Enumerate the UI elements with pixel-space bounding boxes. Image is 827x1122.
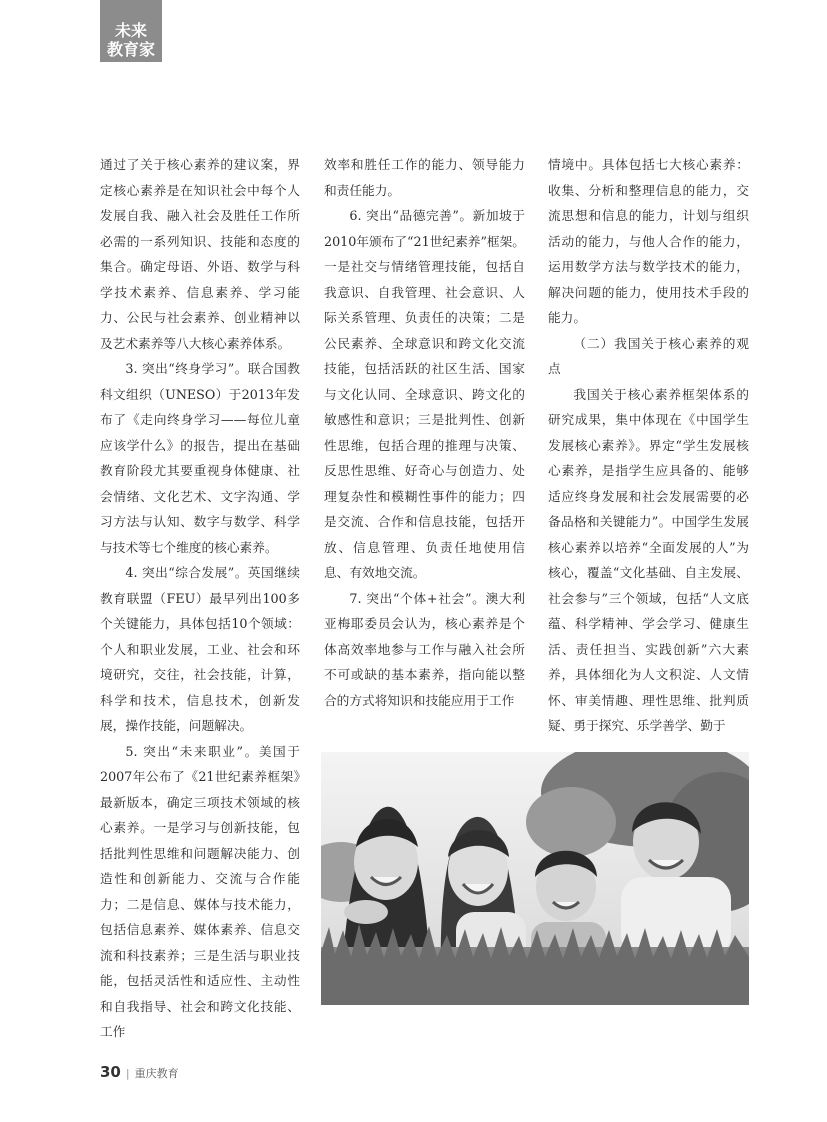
paragraph: 情境中。具体包括七大核心素养：收集、分析和整理信息的能力，交流思想和信息的能力，计划与组织活动的能力，与他人合作的能力，运用数学方法与数学技术的能力，解决问题的能力，使用技术手段的能力。 <box>548 157 749 325</box>
page-footer <box>100 1063 179 1081</box>
footer-separator: | <box>125 1067 130 1080</box>
magazine-column-logo <box>100 0 162 62</box>
paragraph: 3. 突出“终身学习”。联合国教科文组织（UNESO）于2013年发布了《走向终身学习——每位儿童应该学什么》的报告，提出在基础教育阶段尤其要重视身体健康、社会情绪、文化艺术、文字沟通、学习方法与认知、数字与数学、科学与技术等七个维度的核心素养。 <box>100 361 300 555</box>
text-column-2 <box>324 152 525 713</box>
paragraph: 通过了关于核心素养的建议案，界定核心素养是在知识社会中每个人发展自我、融入社会及胜任工作所必需的一系列知识、技能和态度的集合。确定母语、外语、数学与科学技术素养、信息素养、学习能力、公民与社会素养、创业精神以及艺术素养等八大核心素养体系。 <box>100 157 300 351</box>
magazine-name: 重庆教育 <box>134 1067 179 1080</box>
paragraph: 4. 突出“综合发展”。英国继续教育联盟（FEU）最早列出100多个关键能力，具体包括10个领域：个人和职业发展，工业、社会和环境研究，交往，社会技能，计算，科学和技术，信息技术，创新发展，操作技能，问题解决。 <box>100 565 300 733</box>
text-column-3 <box>548 152 749 739</box>
paragraph: 效率和胜任工作的能力、领导能力和责任能力。 <box>324 157 525 198</box>
paragraph: 7. 突出“个体+社会”。澳大利亚梅耶委员会认为，核心素养是个体高效率地参与工作与融入社会所不可或缺的基本素养，指向能以整合的方式将知识和技能应用于工作 <box>324 590 525 708</box>
children-photo <box>321 752 749 1005</box>
paragraph: 6. 突出“品德完善”。新加坡于2010年颁布了“21世纪素养”框架。一是社交与情绪管理技能，包括自我意识、自我管理、社会意识、人际关系管理、负责任的决策；二是公民素养、全球意识和跨文化交流技能，包括活跃的社区生活、国家与文化认同、全球意识、跨文化的敏感性和意识；三是批判性、创新性思维，包括合理的推理与决策、反思性思维、好奇心与创造力、处理复杂性和模糊性事件的能力；四是交流、合作和信息技能，包括开放、信息管理、负责任地使用信息、有效地交流。 <box>324 208 525 580</box>
page-number: 30 <box>100 1063 121 1081</box>
logo-line-1: 未来 <box>114 21 147 40</box>
section-heading: （二）我国关于核心素养的观点 <box>548 335 749 376</box>
text-column-1 <box>100 152 300 1045</box>
paragraph: 我国关于核心素养框架体系的研究成果，集中体现在《中国学生发展核心素养》。界定“学生发展核心素养，是指学生应具备的、能够适应终身发展和社会发展需要的必备品格和关键能力”。中国学生发展核心素养以培养“全面发展的人”为核心，覆盖“文化基础、自主发展、社会参与”三个领域，包括“人文底蕴、科学精神、学会学习、健康生活、责任担当、实践创新”六大素养，具体细化为人文积淀、人文情怀、审美情趣、理性思维、批判质疑、勇于探究、乐学善学、勤于 <box>548 386 749 733</box>
logo-line-2: 教育家 <box>106 40 155 59</box>
paragraph: 5. 突出“未来职业”。美国于2007年公布了《21世纪素养框架》最新版本，确定三项技术领域的核心素养。一是学习与创新技能，包括批判性思维和问题解决能力、创造性和创新能力、交流与合作能力；二是信息、媒体与技术能力，包括信息素养、媒体素养、信息交流和科技素养；三是生活与职业技能，包括灵活性和适应性、主动性和自我指导、社会和跨文化技能、工作 <box>100 743 300 1039</box>
children-photo-illustration <box>321 752 749 1005</box>
